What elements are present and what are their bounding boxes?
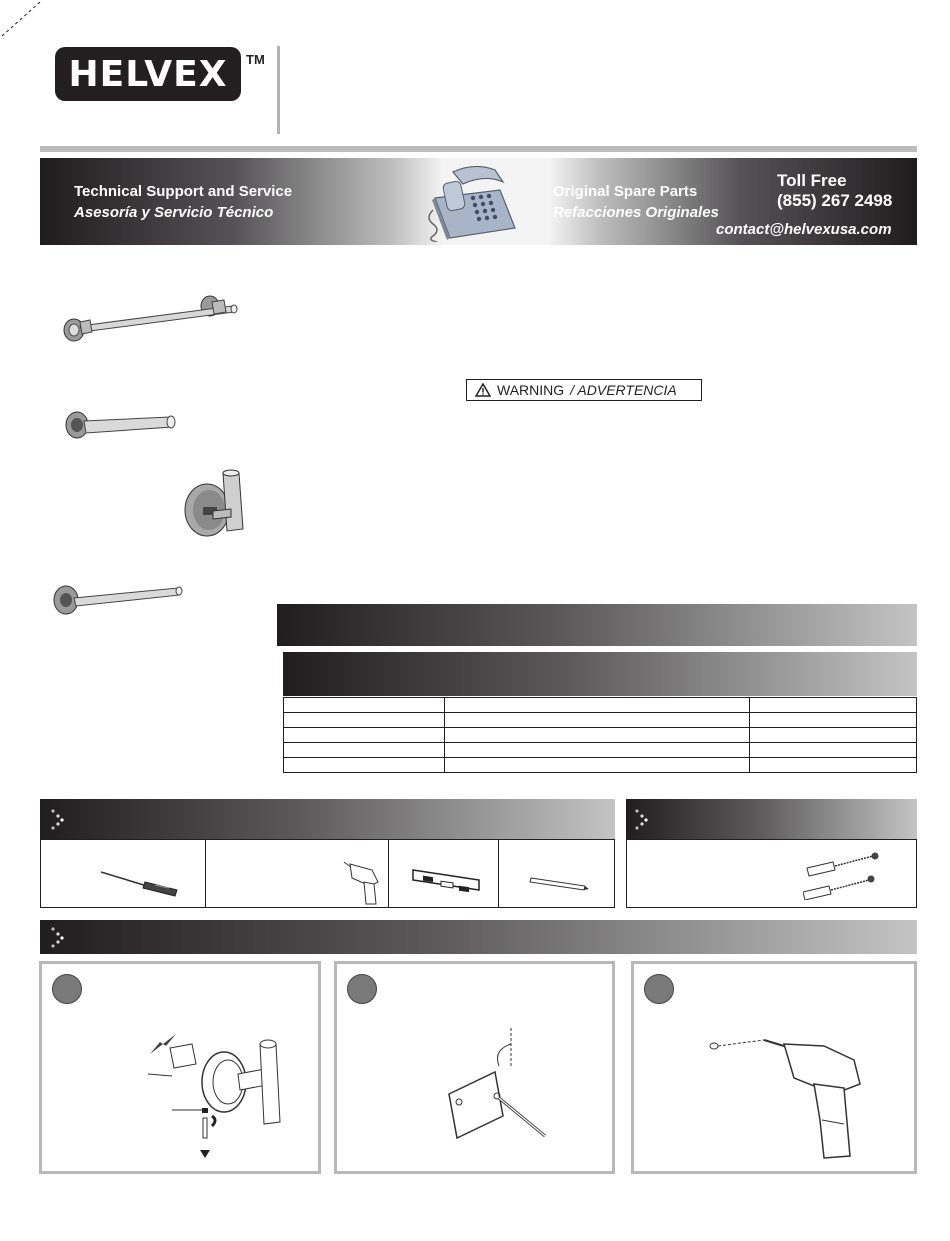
dots-icon bbox=[634, 808, 650, 830]
tool-box-pencil bbox=[498, 839, 615, 908]
warning-label bbox=[466, 379, 702, 401]
warning-text-en: WARNING bbox=[497, 382, 565, 398]
header-divider bbox=[277, 46, 280, 134]
table-row bbox=[284, 698, 917, 713]
step-3-box bbox=[631, 961, 917, 1174]
phone-number[interactable]: (855) 267 2498 bbox=[777, 191, 893, 210]
drill-icon bbox=[342, 858, 384, 906]
trademark: TM bbox=[246, 52, 265, 67]
step-1-illustration bbox=[142, 1024, 312, 1174]
table-row bbox=[284, 728, 917, 743]
section-bar-2 bbox=[283, 652, 917, 696]
spare-parts-es: Refacciones Originales bbox=[553, 204, 719, 221]
towel-ring-bar-icon bbox=[64, 405, 179, 445]
warning-text-es: / ADVERTENCIA bbox=[570, 382, 677, 398]
warning-triangle-icon bbox=[475, 383, 491, 397]
anchors-screws-icon bbox=[803, 848, 883, 900]
banner-top-rule bbox=[40, 146, 917, 152]
tool-box-drill bbox=[205, 839, 389, 908]
technical-support-es: Asesoría y Servicio Técnico bbox=[74, 204, 274, 221]
helvex-logo bbox=[55, 47, 241, 101]
section-bar-1 bbox=[277, 604, 917, 646]
dots-icon bbox=[50, 926, 66, 948]
step-1-marker bbox=[52, 974, 82, 1004]
step-1-box bbox=[39, 961, 321, 1174]
screwdriver-icon bbox=[99, 868, 181, 898]
parts-box bbox=[626, 839, 917, 908]
contact-email[interactable]: contact@helvexusa.com bbox=[716, 221, 892, 238]
pencil-icon bbox=[529, 874, 589, 892]
step-3-marker bbox=[644, 974, 674, 1004]
table-row bbox=[284, 743, 917, 758]
installation-header-bar bbox=[40, 920, 917, 954]
robe-hook-icon bbox=[183, 465, 245, 545]
support-banner bbox=[40, 158, 917, 245]
tool-box-level bbox=[388, 839, 499, 908]
step-2-illustration bbox=[437, 1026, 567, 1156]
toll-free-label: Toll Free bbox=[777, 171, 847, 190]
table-row bbox=[284, 758, 917, 773]
step-2-box bbox=[334, 961, 615, 1174]
step-2-marker bbox=[347, 974, 377, 1004]
spec-table bbox=[283, 697, 917, 773]
technical-support-en: Technical Support and Service bbox=[74, 183, 293, 200]
spare-parts-en: Original Spare Parts bbox=[553, 183, 698, 200]
tools-header-bar bbox=[40, 799, 615, 839]
dots-icon bbox=[50, 808, 66, 830]
step-3-illustration bbox=[704, 1024, 884, 1174]
crop-mark bbox=[0, 0, 45, 40]
table-row bbox=[284, 713, 917, 728]
logo-text: HELVEX bbox=[68, 53, 228, 95]
tool-box-screwdriver bbox=[40, 839, 206, 908]
parts-header-bar bbox=[626, 799, 917, 839]
paper-holder-icon bbox=[52, 582, 184, 618]
towel-bar-icon bbox=[62, 292, 244, 344]
phone-icon bbox=[415, 160, 530, 242]
level-icon bbox=[411, 866, 483, 896]
